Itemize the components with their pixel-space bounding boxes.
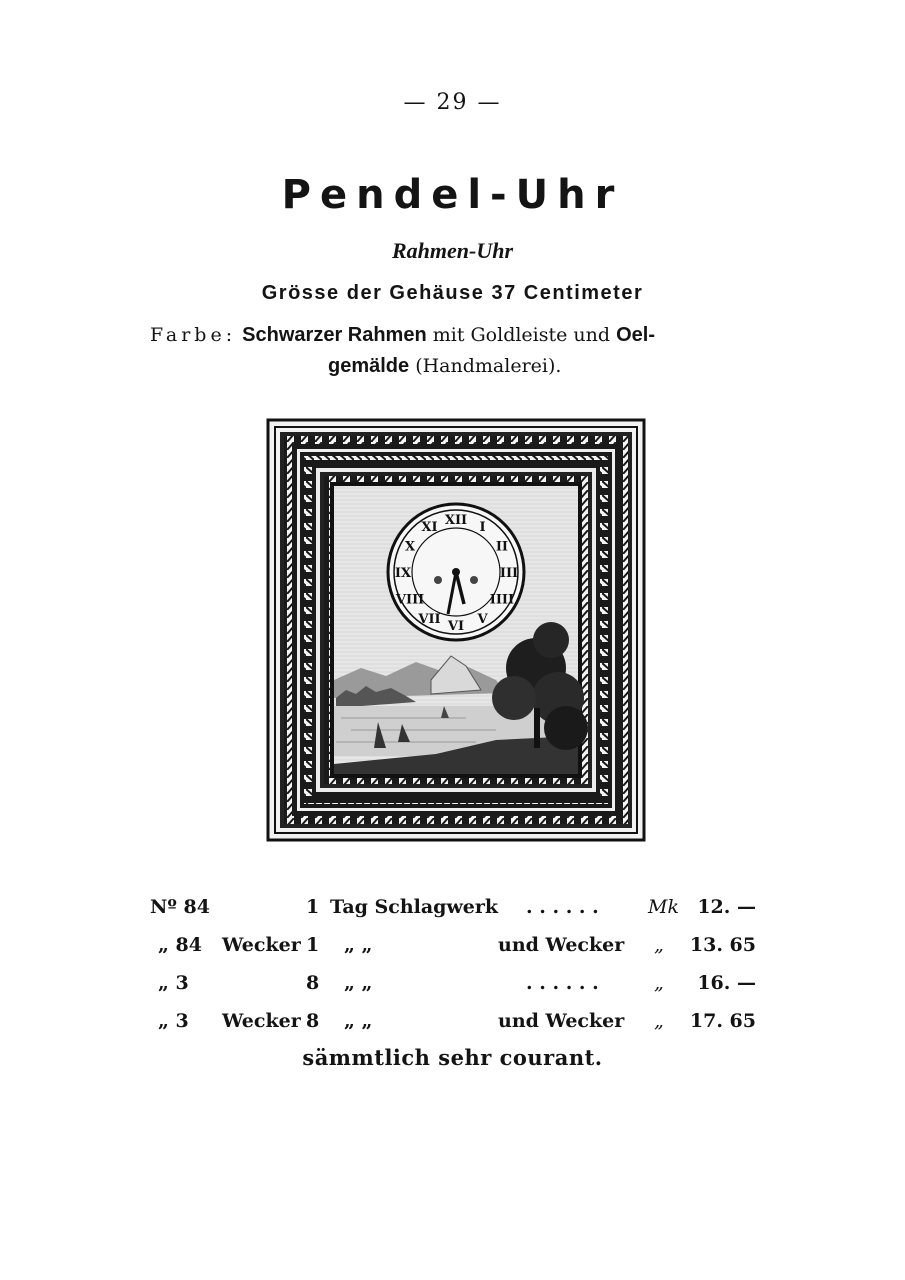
item-number: „ 84 — [158, 934, 202, 956]
currency-mark: „ — [654, 1010, 664, 1032]
item-extra: und Wecker — [498, 934, 625, 956]
clock-numeral: III — [499, 566, 519, 581]
item-number: „ 3 — [158, 972, 189, 994]
item-price: 12. — — [697, 896, 756, 918]
item-desc: „ „ — [344, 934, 373, 956]
item-extra: und Wecker — [498, 1010, 625, 1032]
clock-numeral: XII — [444, 513, 468, 528]
color-bold-oil-1: Oel- — [616, 324, 656, 346]
clock-numeral: X — [405, 539, 416, 555]
currency-mark: Mk — [648, 896, 679, 918]
footer-note: sämmtlich sehr courant. — [302, 1045, 603, 1070]
subtitle: Rahmen-Uhr — [391, 238, 514, 263]
price-row — [150, 896, 760, 930]
item-price: 17. 65 — [689, 1010, 756, 1032]
clock-numeral: V — [477, 611, 488, 627]
clock-dial — [388, 504, 524, 640]
currency-mark: „ — [654, 972, 664, 994]
clock-numeral: I — [479, 520, 486, 536]
clock-numeral: VII — [418, 611, 441, 627]
clock-numeral: VIII — [395, 592, 425, 608]
item-days: 8 — [306, 972, 320, 994]
item-model: Wecker — [222, 934, 301, 956]
size-line: Grösse der Gehäuse 37 Centimeter — [261, 282, 644, 304]
item-number: „ 3 — [158, 1010, 189, 1032]
item-price: 13. 65 — [689, 934, 756, 956]
color-description — [150, 320, 760, 382]
clock-numeral: VI — [447, 619, 465, 634]
item-extra: . . . . . . — [526, 972, 599, 994]
item-days: 1 — [306, 934, 320, 956]
item-days: 8 — [306, 1010, 320, 1032]
item-price: 16. — — [697, 972, 756, 994]
color-text-gold: mit Goldleiste und — [432, 324, 611, 346]
item-desc: „ „ — [344, 1010, 373, 1032]
currency-mark: „ — [654, 934, 664, 956]
page-number: — 29 — — [403, 90, 502, 115]
color-bold-oil-2: gemälde — [328, 355, 410, 377]
item-model: Wecker — [222, 1010, 301, 1032]
item-desc: Tag Schlagwerk — [330, 896, 499, 918]
color-text-handpainted: (Handmalerei). — [415, 355, 562, 377]
price-row — [150, 934, 760, 968]
price-row — [150, 1010, 760, 1044]
color-label: Farbe: — [150, 324, 237, 346]
clock-illustration — [266, 418, 646, 844]
clock-numeral: IIII — [489, 592, 515, 608]
color-bold-frame: Schwarzer Rahmen — [242, 324, 427, 346]
item-number: Nº 84 — [150, 896, 210, 918]
page-title: Pendel-Uhr — [281, 172, 624, 218]
price-row — [150, 972, 760, 1006]
clock-numeral: IX — [394, 566, 412, 581]
item-desc: „ „ — [344, 972, 373, 994]
item-extra: . . . . . . — [526, 896, 599, 918]
clock-numeral: XI — [421, 520, 438, 536]
item-days: 1 — [306, 896, 320, 918]
clock-numeral: II — [495, 539, 508, 555]
